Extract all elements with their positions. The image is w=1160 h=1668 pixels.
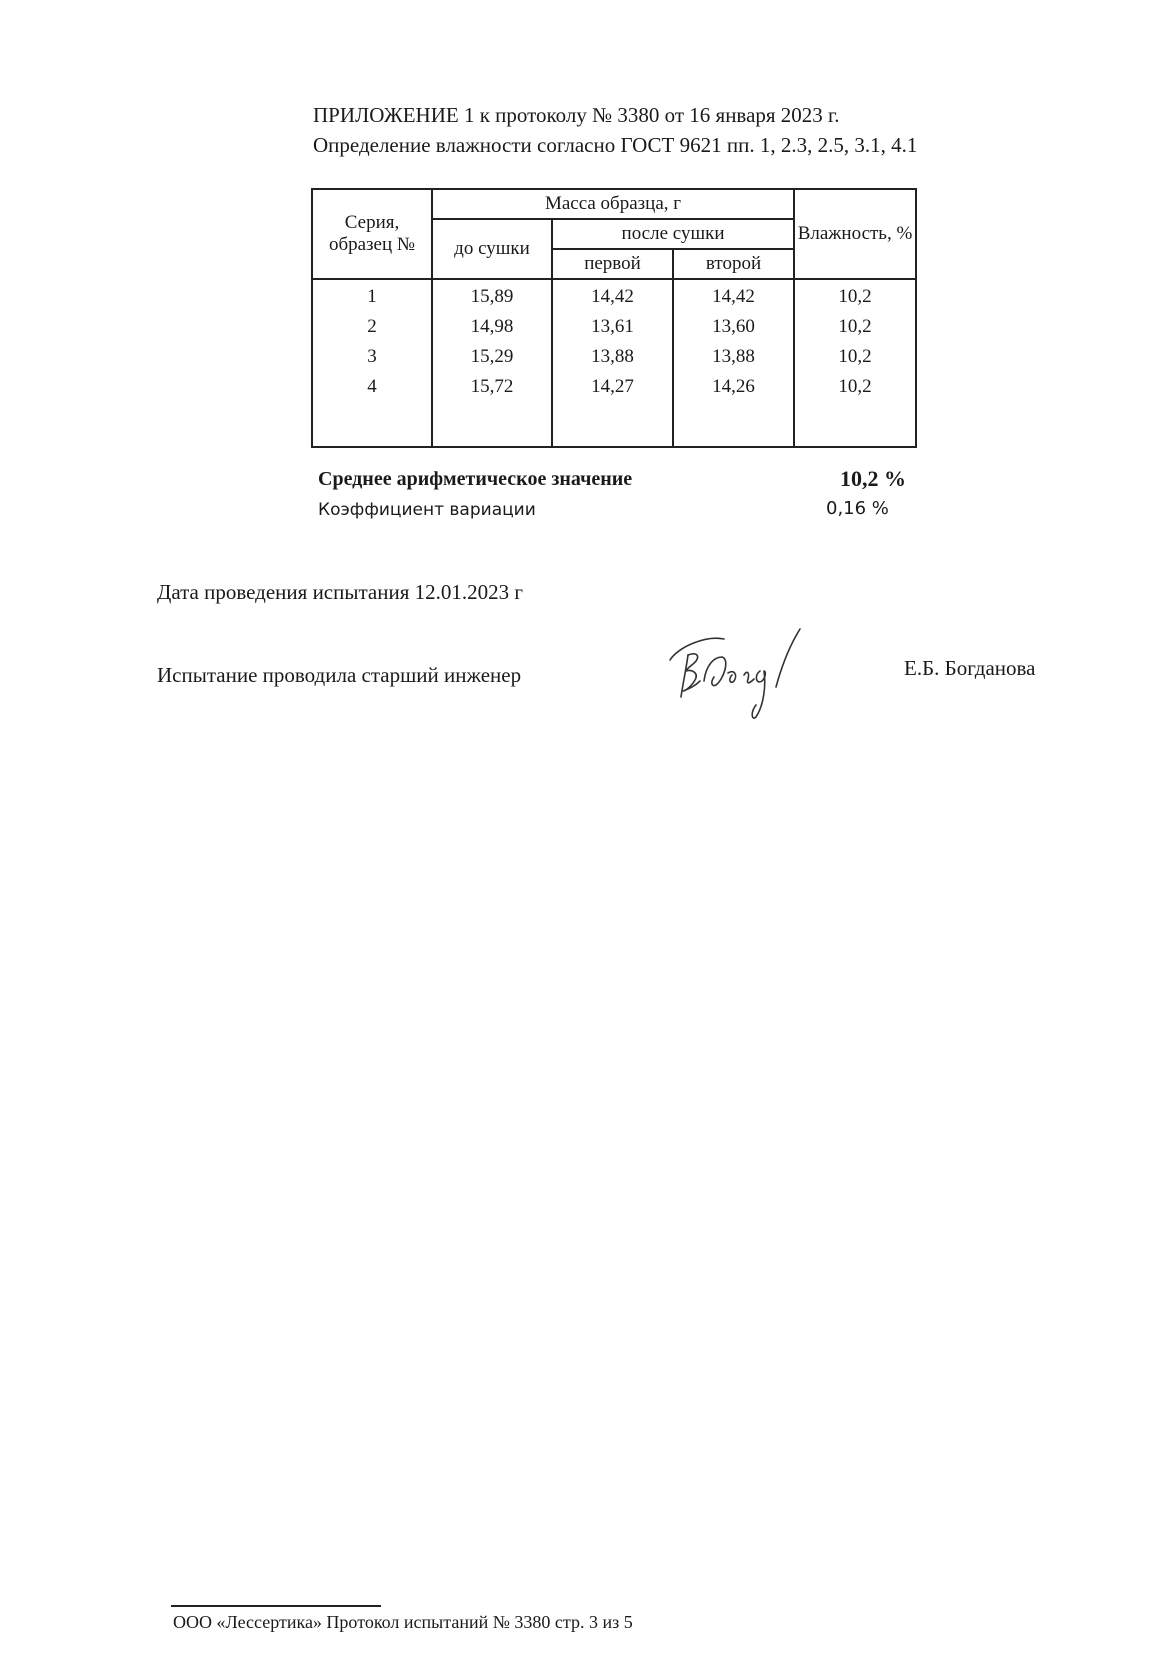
cell-second: 13,88 xyxy=(673,342,794,372)
cell-moisture: 10,2 xyxy=(794,372,916,402)
cell-first: 13,61 xyxy=(552,312,673,342)
mean-label: Среднее арифметическое значение xyxy=(318,468,633,490)
empty-cell xyxy=(312,402,432,447)
cell-second: 13,60 xyxy=(673,312,794,342)
moisture-table xyxy=(311,188,917,448)
mean-value: 10,2 % xyxy=(840,466,906,491)
appendix-title: ПРИЛОЖЕНИЕ 1 к протоколу № 3380 от 16 января 2023 г. xyxy=(313,103,840,127)
cell-moisture: 10,2 xyxy=(794,342,916,372)
cell-before: 15,72 xyxy=(432,372,552,402)
cell-second: 14,42 xyxy=(673,279,794,312)
table-empty-row xyxy=(312,402,916,447)
table-row xyxy=(312,312,916,342)
header-moisture: Влажность, % xyxy=(794,189,916,279)
empty-cell xyxy=(673,402,794,447)
table-row xyxy=(312,342,916,372)
header-first-weighing: первой xyxy=(552,249,673,279)
cell-sample: 4 xyxy=(312,372,432,402)
variation-coefficient-label: Коэффициент вариации xyxy=(318,500,536,520)
method-subtitle: Определение влажности согласно ГОСТ 9621 пп. 1, 2.3, 2.5, 3.1, 4.1 xyxy=(313,133,918,157)
signature-icon xyxy=(666,625,836,745)
header-mass: Масса образца, г xyxy=(432,189,794,219)
performer-role: Испытание проводила старший инженер xyxy=(157,663,522,687)
cell-moisture: 10,2 xyxy=(794,279,916,312)
table-row xyxy=(312,279,916,312)
empty-cell xyxy=(794,402,916,447)
cell-sample: 3 xyxy=(312,342,432,372)
cell-moisture: 10,2 xyxy=(794,312,916,342)
test-date: Дата проведения испытания 12.01.2023 г xyxy=(157,580,523,604)
cell-sample: 2 xyxy=(312,312,432,342)
header-second-weighing: второй xyxy=(673,249,794,279)
variation-coefficient-value: 0,16 % xyxy=(826,498,889,519)
cell-first: 14,27 xyxy=(552,372,673,402)
cell-before: 15,29 xyxy=(432,342,552,372)
performer-name: Е.Б. Богданова xyxy=(904,656,1036,680)
cell-before: 15,89 xyxy=(432,279,552,312)
table-row xyxy=(312,372,916,402)
header-series: Серия, образец № xyxy=(312,189,432,279)
cell-first: 13,88 xyxy=(552,342,673,372)
header-after-drying: после сушки xyxy=(552,219,794,249)
footer-divider xyxy=(171,1605,381,1607)
empty-cell xyxy=(552,402,673,447)
cell-first: 14,42 xyxy=(552,279,673,312)
cell-before: 14,98 xyxy=(432,312,552,342)
footer-text: ООО «Лессертика» Протокол испытаний № 3380 стр. 3 из 5 xyxy=(173,1612,633,1632)
cell-sample: 1 xyxy=(312,279,432,312)
cell-second: 14,26 xyxy=(673,372,794,402)
empty-cell xyxy=(432,402,552,447)
header-before-drying: до сушки xyxy=(432,219,552,279)
